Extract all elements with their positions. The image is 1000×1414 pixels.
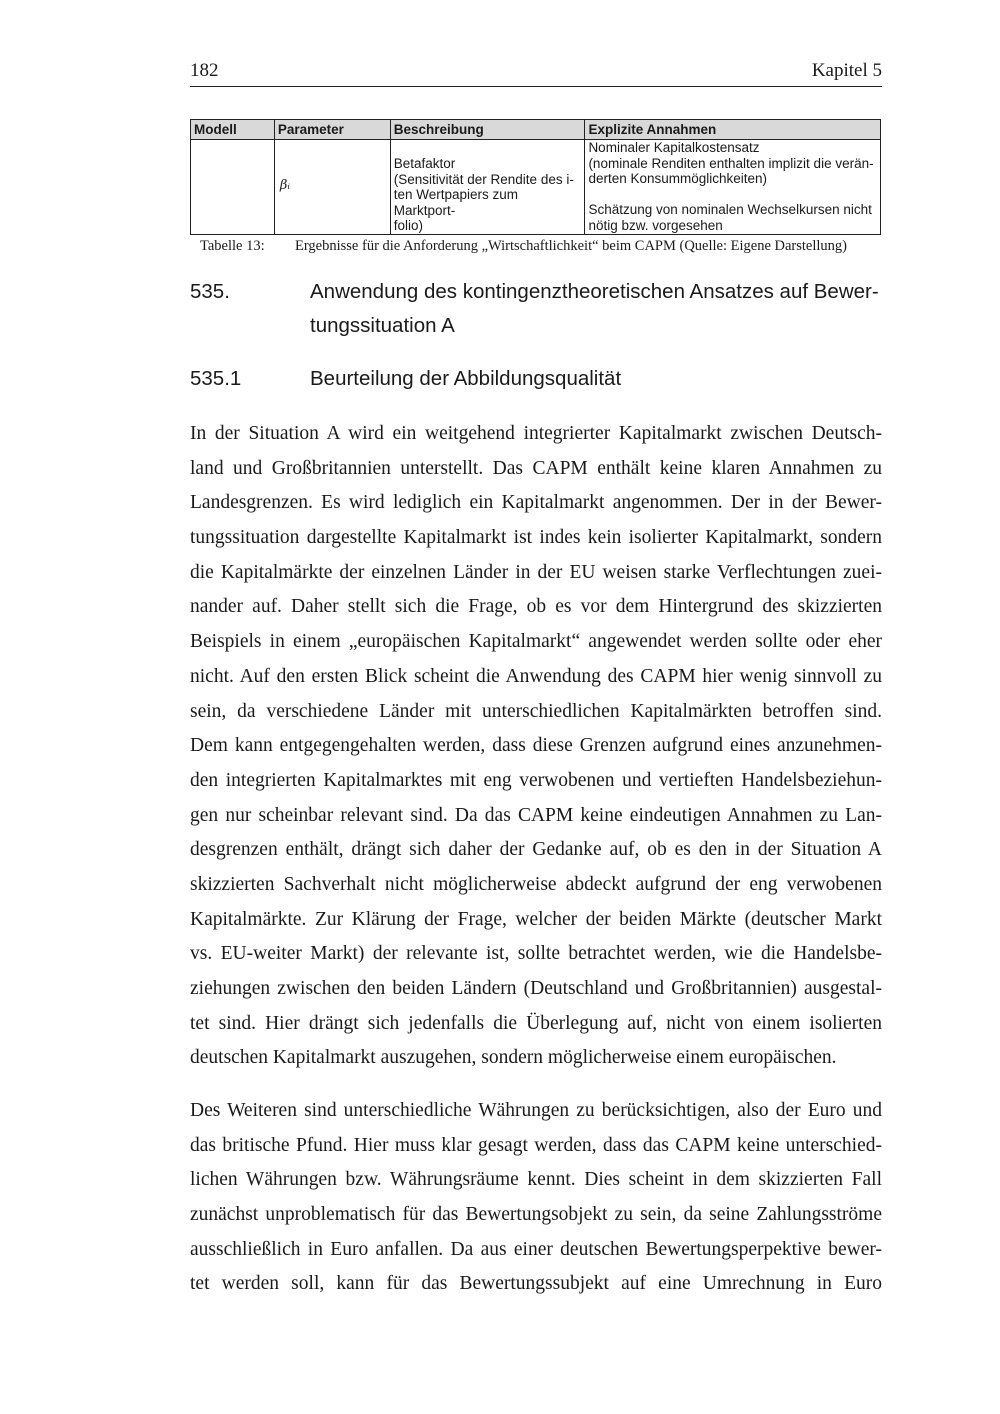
text-line: ziehungen zwischen den beiden Ländern (Deutschland und Großbritannien) ausgestal- — [190, 978, 882, 999]
text-line: die Kapitalmärkte der einzelnen Länder in der EU weisen starke Verflechtungen zuei- — [190, 561, 882, 583]
table-header-row — [191, 120, 881, 140]
subsection-title: Beurteilung der Abbildungsqualität — [310, 367, 622, 390]
text-line: gen nur scheinbar relevant sind. Da das CAPM keine eindeutigen Annahmen zu Lan- — [190, 804, 882, 826]
text-line: land und Großbritannien unterstellt. Das CAPM enthält keine klaren Annahmen zu — [190, 457, 882, 479]
spacer — [588, 187, 877, 203]
desc-line: (Sensitivität der Rendite des i- — [393, 171, 574, 187]
table-row — [191, 140, 881, 235]
column-header-modell: Modell — [191, 120, 275, 140]
text-line: Des Weiteren sind unterschiedliche Währungen zu berücksichtigen, also der Euro und — [190, 1100, 882, 1121]
cell-annahmen — [585, 140, 881, 235]
caption-text: Ergebnisse für die Anforderung „Wirtschaftlichkeit“ beim CAPM (Quelle: Eigene Darstellung) — [295, 238, 848, 254]
assumption-line: Schätzung von nominalen Wechselkursen nicht — [588, 202, 872, 217]
text-line: desgrenzen enthält, drängt sich daher der Gedanke auf, ob es den in der Situation A — [190, 839, 882, 861]
text-line: In der Situation A wird ein weitgehend integrierter Kapitalmarkt zwischen Deutsch- — [190, 423, 882, 444]
text-line: sein, da verschiedene Länder mit unterschiedlichen Kapitalmärkten betroffen sind. — [190, 700, 882, 722]
assumption-line: Nominaler Kapitalkostensatz — [588, 140, 760, 155]
desc-line: Betafaktor — [393, 156, 456, 171]
text-line: lichen Währungen bzw. Währungsräume kennt. Dies scheint in dem skizzierten Fall — [190, 1169, 882, 1191]
cell-modell — [191, 140, 275, 235]
assumption-line: (nominale Renditen enthalten implizit die verän- — [588, 155, 874, 171]
caption-label: Tabelle 13: — [200, 238, 265, 254]
text-line: tet werden soll, kann für das Bewertungssubjekt auf eine Umrechnung in Euro — [190, 1273, 882, 1295]
text-line: den integrierten Kapitalmarktes mit eng verwobenen und vertieften Handelsbeziehun- — [190, 769, 882, 791]
assumption-line: nötig bzw. vorgesehen — [588, 217, 723, 233]
text-line: Dem kann entgegengehalten werden, dass diese Grenzen aufgrund eines anzunehmen- — [190, 735, 882, 757]
column-header-beschreibung: Beschreibung — [390, 120, 585, 140]
column-header-parameter: Parameter — [274, 120, 390, 140]
section-number: 535. — [190, 280, 230, 303]
chapter-title: Kapitel 5 — [811, 60, 882, 81]
page-number: 182 — [190, 60, 219, 81]
text-line: Kapitalmärkte. Zur Klärung der Frage, welcher der beiden Märkte (deutscher Markt — [190, 908, 882, 930]
column-header-annahmen: Explizite Annahmen — [585, 120, 881, 140]
text-line: deutschen Kapitalmarkt auszugehen, sondern möglicherweise einem europäischen. — [190, 1047, 837, 1069]
section-title — [310, 275, 880, 343]
text-line: tet sind. Hier drängt sich jedenfalls die Überlegung auf, nicht von einem isolierten — [190, 1012, 882, 1034]
text-line: skizzierten Sachverhalt nicht möglicherweise abdeckt aufgrund der eng verwobenen — [190, 873, 882, 895]
text-line: ausschließlich in Euro anfallen. Da aus einer deutschen Bewertungsperpektive bewer- — [190, 1238, 882, 1260]
text-line: vs. EU-weiter Markt) der relevante ist, sollte betrachtet werden, wie die Handelsbe- — [190, 943, 882, 965]
text-line: Beispiels in einem „europäischen Kapitalmarkt“ angewendet werden sollte oder eher — [190, 631, 882, 653]
body-paragraph-1 — [190, 417, 882, 1076]
desc-line: ten Wertpapiers zum Marktport- — [393, 187, 519, 218]
subsection-heading — [190, 362, 882, 396]
body-paragraph-2 — [190, 1094, 882, 1302]
text-line: nander auf. Daher stellt sich die Frage, ob es vor dem Hintergrund des skizzierten — [190, 596, 882, 618]
cell-parameter: βᵢ — [274, 140, 390, 235]
text-line: Landesgrenzen. Es wird lediglich ein Kapitalmarkt angenommen. Der in der Bewer- — [190, 492, 882, 514]
desc-line: folio) — [393, 218, 424, 233]
text-line: zunächst unproblematisch für das Bewertungsobjekt zu sein, da seine Zahlungsströme — [190, 1204, 882, 1226]
subsection-number: 535.1 — [190, 367, 242, 390]
section-heading — [190, 275, 882, 345]
results-table — [190, 119, 881, 235]
text-line: nicht. Auf den ersten Blick scheint die Anwendung des CAPM hier wenig sinnvoll zu — [190, 665, 882, 687]
section-title-line: Anwendung des kontingenztheoretischen Ansatzes auf Bewer- — [310, 280, 879, 303]
page-header — [190, 60, 882, 87]
text-line: das britische Pfund. Hier muss klar gesagt werden, dass das CAPM keine unterschied- — [190, 1134, 882, 1156]
cell-beschreibung — [390, 140, 585, 235]
section-title-line: tungssituation A — [310, 314, 455, 337]
assumption-line: derten Konsummöglichkeiten) — [588, 171, 768, 186]
text-line: tungssituation dargestellte Kapitalmarkt ist indes kein isolierter Kapitalmarkt, sondern — [190, 527, 882, 549]
